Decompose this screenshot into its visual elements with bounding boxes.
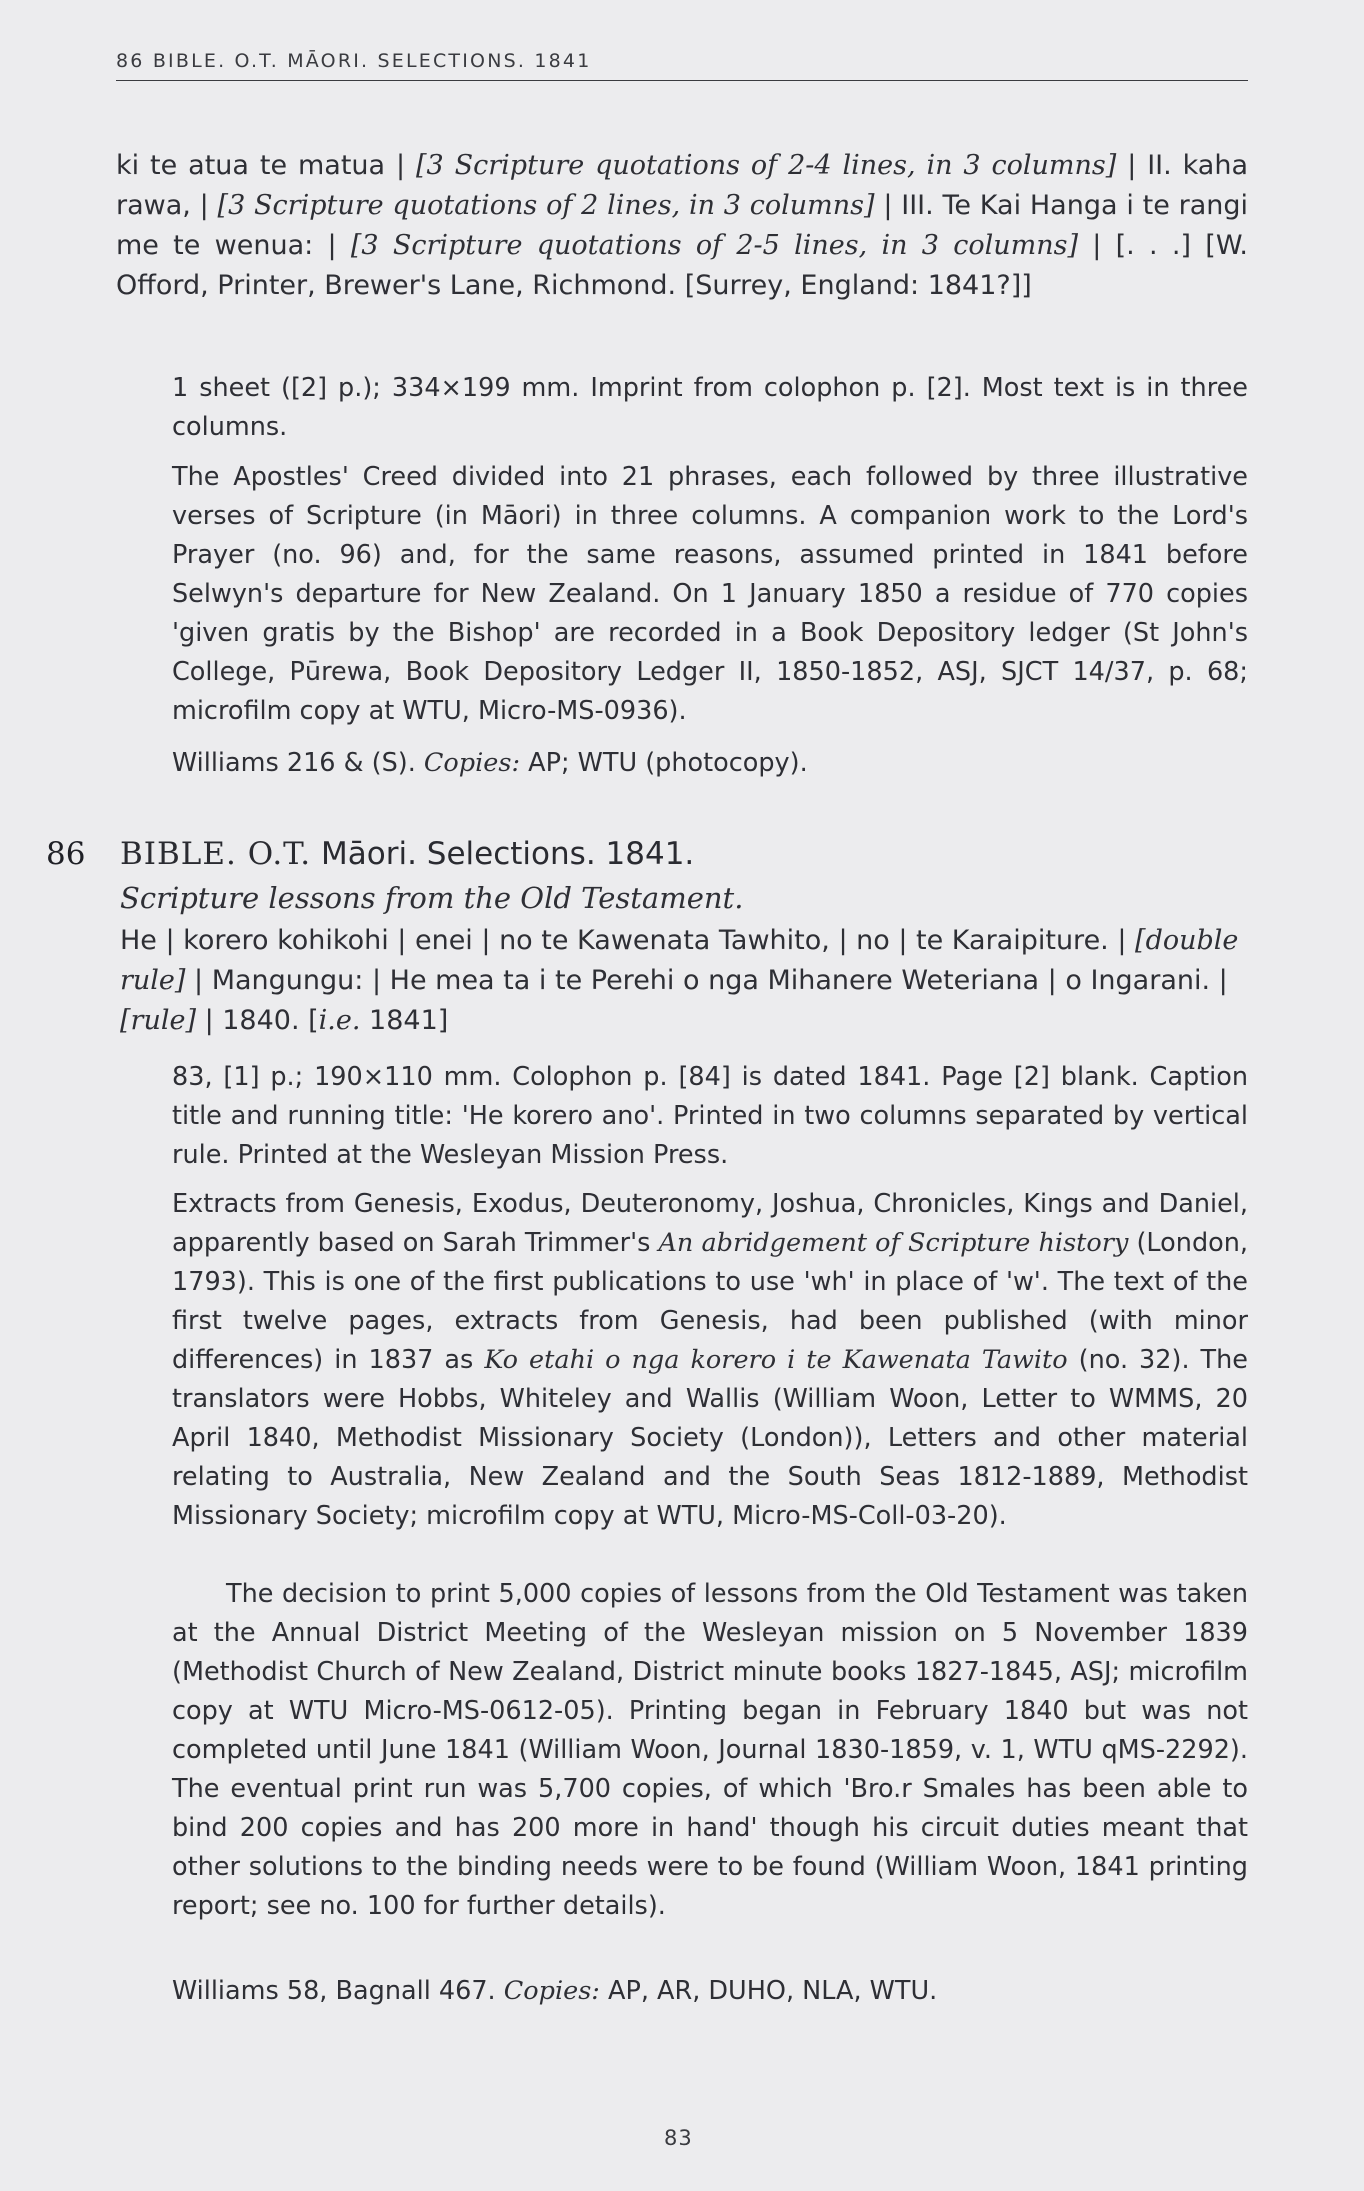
desc-italic-2: Ko etahi o nga korero i te Kawenata Tawito [484,1345,1068,1375]
entry-number: 86 [46,836,86,872]
prev-title-italic-3: [3 Scripture quotations of 2-5 lines, in 3 columns] [350,230,1078,261]
running-head: 86 BIBLE. O.T. MĀORI. SELECTIONS. 1841 [116,50,592,72]
prev-copies-text: AP; WTU (photocopy). [520,748,808,778]
prev-entry-collation: 1 sheet ([2] p.); 334×199 mm. Imprint from colophon p. [2]. Most text is in three columns. [172,373,1248,442]
title-italic-3: i.e. [318,1005,361,1036]
entry-subtitle: Scripture lessons from the Old Testament. [120,881,744,915]
desc-text-1: Extracts from Genesis, Exodus, Deuteronomy, Joshua, Chronicles, Kings and Daniel, apparently based on Sarah Trimmer's [172,1189,1248,1258]
prev-entry-description: The Apostles' Creed divided into 21 phrases, each followed by three illustrative verses of Scripture (in Māori) in three columns. A companion work to the Lord's Prayer (no. 96) and, for the same reasons, assumed printed in 1841 before Selwyn's departure for New Zealand. On 1 January 1850 a residue of 770 copies 'given gratis by the Bishop' are recorded in a Book Depository ledger (St John's College, Pūrewa, Book Depository Ledger II, 1850-1852, ASJ, SJCT 14/37, p. 68; microfilm copy at WTU, Micro-MS-0936). [172,462,1248,726]
prev-entry-references [172,744,1248,783]
entry-heading-main: BIBLE. O.T. [120,836,312,872]
prev-title-text-3: | III. Te Kai Hanga i te rangi me te wenua: | [116,190,1249,261]
prev-title-text-4: | [. . .] [W. Offord, Printer, Brewer's Lane, Richmond. [Surrey, England: 1841?]] [116,230,1248,301]
refs-text: Williams 58, Bagnall 467. [172,1976,504,2006]
copies-label: Copies: [503,1976,600,2006]
entry-heading-rest: Māori. Selections. 1841. [311,836,695,872]
entry-references [172,1972,1248,2011]
entry-collation: 83, [1] p.; 190×110 mm. Colophon p. [84] is dated 1841. Page [2] blank. Caption title and running title: 'He korero ano'. Printed in two columns separated by vertical rule. Printed at the Wesleyan Mission Press. [172,1062,1248,1170]
entry-heading [120,833,694,875]
title-text-3: | 1840. [ [195,1005,319,1036]
title-italic-1: [double rule] [120,925,1239,996]
entry-description [172,1185,1248,1536]
title-text-1: He | korero kohikohi | enei | no te Kawenata Tawhito, | no | te Karaipiture. | [120,925,1136,956]
title-text-4: 1841] [360,1005,449,1036]
prev-title-text-1: ki te atua te matua | [116,150,417,181]
entry-description-2: The decision to print 5,000 copies of lessons from the Old Testament was taken at the Annual District Meeting of the Wesleyan mission on 5 November 1839 (Methodist Church of New Zealand, District minute books 1827-1845, ASJ; microfilm copy at WTU Micro-MS-0612-05). Printing began in February 1840 but was not completed until June 1841 (William Woon, Journal 1830-1859, v. 1, WTU qMS-2292). The eventual print run was 5,700 copies, of which 'Bro.r Smales has been able to bind 200 copies and has 200 more in hand' though his circuit duties meant that other solutions to the binding needs were to be found (William Woon, 1841 printing report; see no. 100 for further details). [172,1579,1248,1921]
entry-title-transcription [120,921,1248,1041]
title-italic-2: [rule] [120,1005,196,1036]
prev-copies-label: Copies: [423,748,521,778]
prev-title-italic-1: [3 Scripture quotations of 2-4 lines, in 3 columns] [416,150,1117,181]
prev-refs-text: Williams 216 & (S). [172,748,424,778]
prev-title-italic-2: [3 Scripture quotations of 2 lines, in 3 columns] [217,190,875,221]
desc-italic-1: An abridgement of Scripture history [658,1228,1129,1258]
desc-text-2: (London, 1793). This is one of the first publications to use 'wh' in place of 'w'. The text of the first twelve pages, extracts from Genesis, had been published (with minor differences) in 1837 as [172,1228,1248,1375]
desc-text-3: (no. 32). The translators were Hobbs, Whiteley and Wallis (William Woon, Letter to WMMS, 20 April 1840, Methodist Missionary Society (London)), Letters and other material relating to Australia, New Zealand and the South Seas 1812-1889, Methodist Missionary Society; microfilm copy at WTU, Micro-MS-Coll-03-20). [172,1345,1248,1531]
header-rule [116,80,1248,81]
title-text-2: | Mangungu: | He mea ta i te Perehi o nga Mihanere Weteriana | o Ingarani. | [185,965,1228,996]
page-number: 83 [664,2126,693,2150]
prev-title-text-2: | II. kaha rawa, | [116,150,1248,221]
copies-text: AP, AR, DUHO, NLA, WTU. [599,1976,938,2006]
prev-entry-title [116,146,1248,306]
